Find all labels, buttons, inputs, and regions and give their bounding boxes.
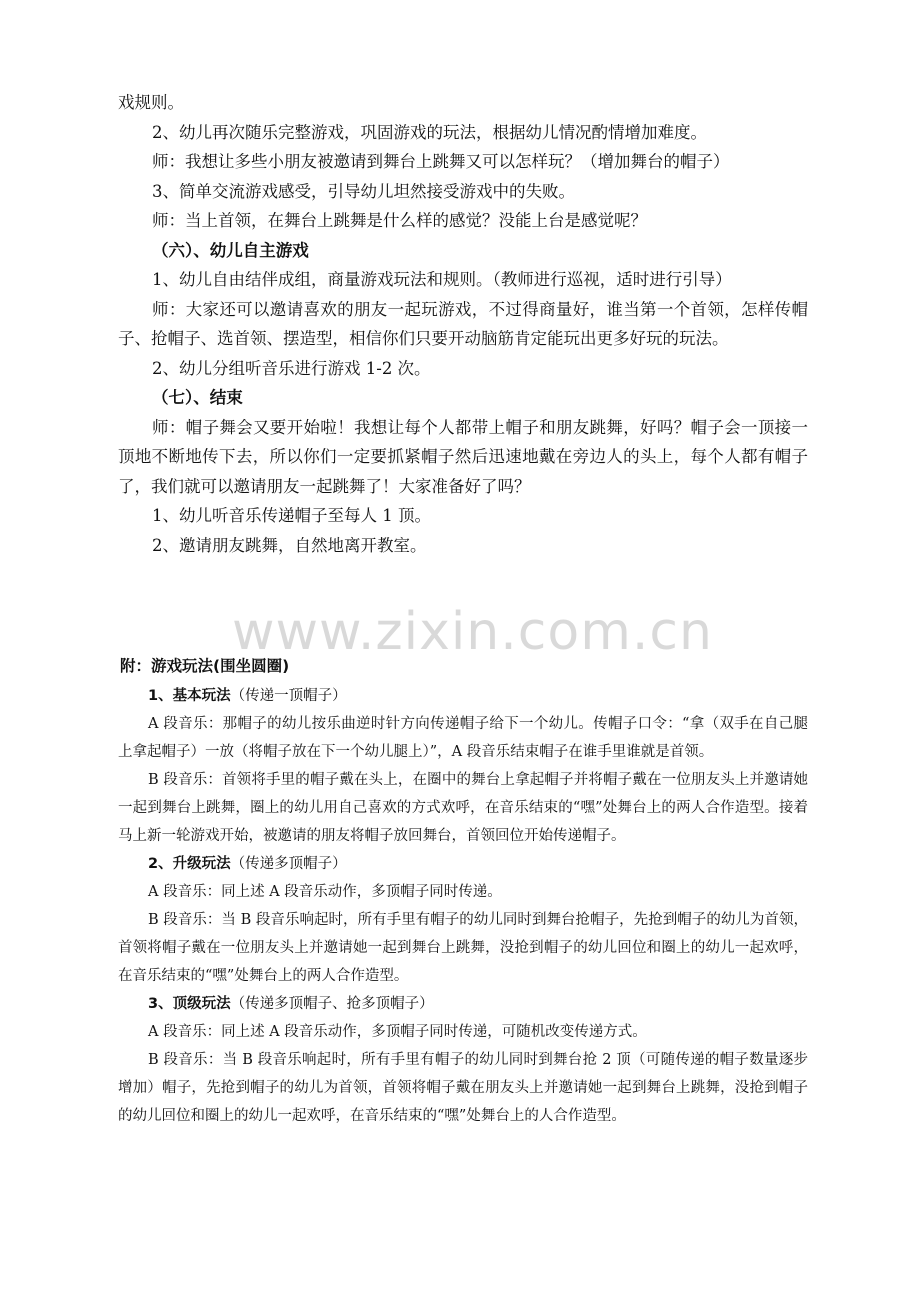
paragraph: B 段音乐：当 B 段音乐响起时，所有手里有帽子的幼儿同时到舞台抢 2 顶（可随传递的帽子数量逐步增加）帽子，先抢到帽子的幼儿为首领，首领将帽子戴在朋友头上并邀请她一起到舞台上跳舞，没抢到帽子的幼儿回位和圈上的幼儿一起欢呼，在音乐结束的“嘿”处舞台上的人合作造型。	[118, 1052, 808, 1124]
subheading-note: （传递多顶帽子、抢多顶帽子）	[230, 996, 434, 1012]
paragraph: 师：帽子舞会又要开始啦！我想让每个人都带上帽子和朋友跳舞，好吗？帽子会一顶接一顶地不断地传下去，所以你们一定要抓紧帽子然后迅速地戴在旁边人的头上，每个人都有帽子了，我们就可以邀请朋友一起跳舞了！大家准备好了吗？	[118, 417, 808, 496]
paragraph: B 段音乐：当 B 段音乐响起时，所有手里有帽子的幼儿同时到舞台抢帽子，先抢到帽子的幼儿为首领，首领将帽子戴在一位朋友头上并邀请她一起到舞台上跳舞，没抢到帽子的幼儿回位和圈上的幼儿一起欢呼，在音乐结束的“嘿”处舞台上的两人合作造型。	[118, 912, 808, 984]
paragraph: B 段音乐：首领将手里的帽子戴在头上，在圈中的舞台上拿起帽子并将帽子戴在一位朋友头上并邀请她一起到舞台上跳舞，圈上的幼儿用自己喜欢的方式欢呼，在音乐结束的“嘿”处舞台上的两人合作造型。接着马上新一轮游戏开始，被邀请的朋友将帽子放回舞台，首领回位开始传递帽子。	[118, 772, 808, 844]
paragraph: 师：我想让多些小朋友被邀请到舞台上跳舞又可以怎样玩？（增加舞台的帽子）	[152, 152, 730, 171]
subheading-label: 1、基本玩法	[148, 688, 231, 704]
paragraph: A 段音乐：同上述 A 段音乐动作，多顶帽子同时传递。	[148, 884, 502, 900]
paragraph: 师：当上首领，在舞台上跳舞是什么样的感觉？没能上台是感觉呢？	[152, 211, 647, 230]
paragraph: A 段音乐：那帽子的幼儿按乐曲逆时针方向传递帽子给下一个幼儿。传帽子口令：“拿（双手在自己腿上拿起帽子）一放（将帽子放在下一个幼儿腿上）”，A 段音乐结束帽子在谁手里谁就是首领。	[118, 716, 808, 760]
paragraph: 2、幼儿再次随乐完整游戏，巩固游戏的玩法，根据幼儿情况酌情增加难度。	[152, 122, 707, 142]
paragraph: 1、幼儿自由结伴成组，商量游戏玩法和规则。（教师进行巡视，适时进行引导）	[152, 270, 732, 289]
paragraph: 2、幼儿分组听音乐进行游戏 1-2 次。	[152, 358, 431, 378]
watermark: www.zixin.com.cn	[232, 602, 713, 662]
subheading-upgrade	[118, 850, 808, 878]
section-heading: （六）、幼儿自主游戏	[152, 240, 309, 260]
subheading-note: （传递多顶帽子）	[230, 856, 347, 872]
subheading-top	[118, 990, 808, 1018]
subheading-label: 3、顶级玩法	[148, 996, 231, 1012]
section-heading: （七）、结束	[152, 388, 243, 407]
paragraph: A 段音乐：同上述 A 段音乐动作，多顶帽子同时传递，可随机改变传递方式。	[148, 1024, 647, 1040]
subheading-note: （传递一顶帽子）	[230, 688, 347, 704]
paragraph: 戏规则。	[118, 93, 184, 112]
subheading-label: 2、升级玩法	[148, 856, 231, 872]
subheading-basic	[118, 682, 808, 710]
paragraph: 师：大家还可以邀请喜欢的朋友一起玩游戏，不过得商量好，谁当第一个首领，怎样传帽子、抢帽子、选首领、摆造型，相信你们只要开动脑筋肯定能玩出更多好玩的玩法。	[118, 299, 808, 348]
appendix-title: 附：游戏玩法(围坐圆圈)	[120, 657, 290, 675]
lesson-plan-section	[118, 88, 808, 560]
paragraph: 2、邀请朋友跳舞，自然地离开教室。	[152, 535, 427, 555]
paragraph: 1、幼儿听音乐传递帽子至每人 1 顶。	[152, 506, 431, 525]
appendix-section	[118, 650, 808, 1130]
paragraph: 3、简单交流游戏感受，引导幼儿坦然接受游戏中的失败。	[152, 181, 575, 201]
